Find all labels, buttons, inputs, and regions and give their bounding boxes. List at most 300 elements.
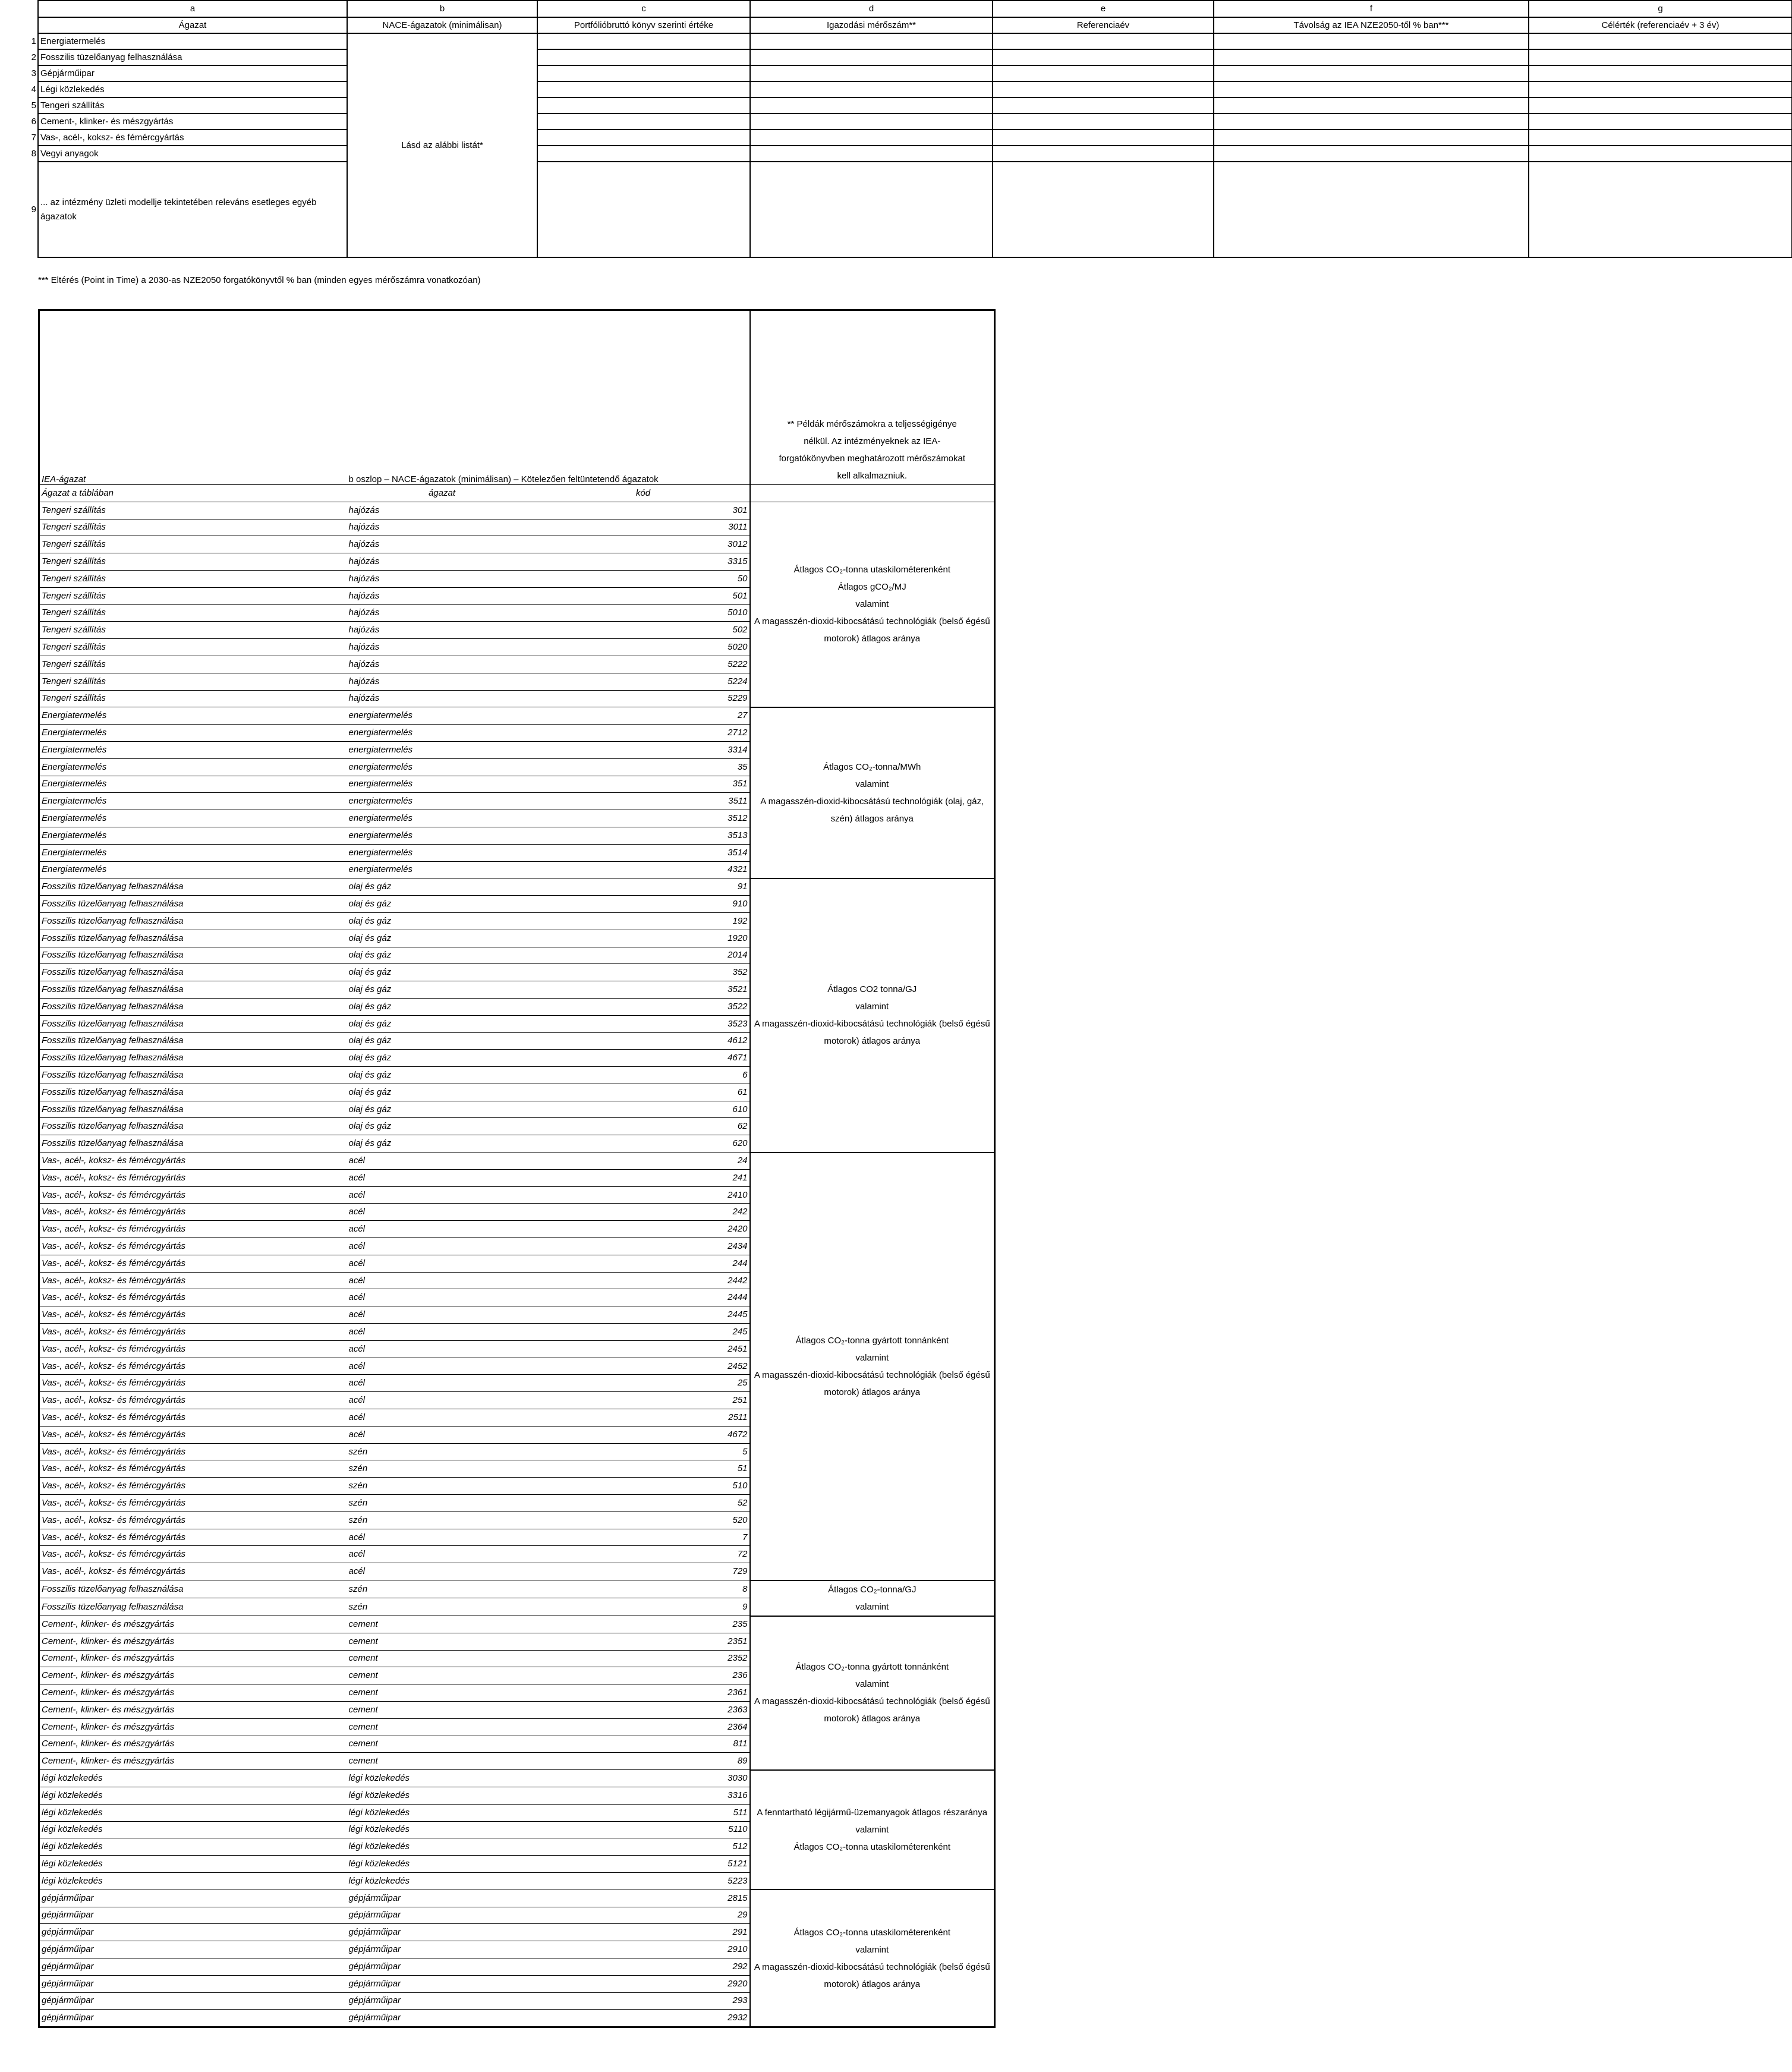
iea-sector-header: IEA-ágazat xyxy=(39,310,347,485)
nace-code: 5229 xyxy=(537,690,750,707)
iea-sector: Tengeri szállítás xyxy=(39,553,347,571)
nace-sector: gépjárműipar xyxy=(347,2010,537,2027)
nace-code: 62 xyxy=(537,1118,750,1135)
metric-note xyxy=(750,1770,995,1890)
iea-sector: Fosszilis tüzelőanyag felhasználása xyxy=(39,1135,347,1152)
empty-cell xyxy=(750,114,993,130)
empty-cell xyxy=(750,65,993,81)
nace-sector: hajózás xyxy=(347,639,537,656)
nace-sector: szén xyxy=(347,1460,537,1478)
empty-cell xyxy=(993,33,1214,49)
iea-sector: Fosszilis tüzelőanyag felhasználása xyxy=(39,1101,347,1118)
nace-code: 3512 xyxy=(537,810,750,827)
nace-code: 293 xyxy=(537,1992,750,2010)
iea-sector: Tengeri szállítás xyxy=(39,622,347,639)
empty-cell xyxy=(750,33,993,49)
empty-cell xyxy=(1529,33,1792,49)
nace-sector: olaj és gáz xyxy=(347,998,537,1015)
sector-row xyxy=(0,97,1792,114)
iea-sector: Fosszilis tüzelőanyag felhasználása xyxy=(39,1598,347,1616)
metric-note-line: A magasszén-dioxid-kibocsátású technológiák (olaj, gáz, szén) átlagos aránya xyxy=(760,796,984,824)
nace-sector: szén xyxy=(347,1478,537,1495)
empty-cell xyxy=(537,33,750,49)
iea-sector: légi közlekedés xyxy=(39,1872,347,1890)
nace-code: 2442 xyxy=(537,1272,750,1289)
nace-sector: szén xyxy=(347,1512,537,1529)
nace-sector: energiatermelés xyxy=(347,793,537,810)
iea-sector: Cement-, klinker- és mészgyártás xyxy=(39,1718,347,1736)
nace-code: 3513 xyxy=(537,827,750,844)
column-letter: f xyxy=(1214,1,1529,17)
nace-sector: acél xyxy=(347,1204,537,1221)
iea-sector: Vas-, acél-, koksz- és fémércgyártás xyxy=(39,1546,347,1563)
subheader-row xyxy=(39,485,995,502)
nace-code: 251 xyxy=(537,1392,750,1409)
empty-cell xyxy=(1214,81,1529,97)
nace-sector: energiatermelés xyxy=(347,758,537,776)
nace-code: 5020 xyxy=(537,639,750,656)
nace-code: 9 xyxy=(537,1598,750,1616)
iea-sector: Vas-, acél-, koksz- és fémércgyártás xyxy=(39,1460,347,1478)
iea-sector: Tengeri szállítás xyxy=(39,519,347,536)
metric-note-line: valamint xyxy=(855,1824,889,1835)
nace-sector: acél xyxy=(347,1289,537,1306)
nace-code: 2452 xyxy=(537,1358,750,1375)
column-header: NACE-ágazatok (minimálisan) xyxy=(347,17,537,33)
iea-sector: Energiatermelés xyxy=(39,827,347,844)
nace-sector: energiatermelés xyxy=(347,707,537,725)
empty-cell xyxy=(537,130,750,146)
iea-sector: Vas-, acél-, koksz- és fémércgyártás xyxy=(39,1306,347,1324)
nace-sector: acél xyxy=(347,1563,537,1580)
metric-note-line: A fenntartható légijármű-üzemanyagok átlagos részaránya xyxy=(757,1807,988,1818)
iea-sector: Energiatermelés xyxy=(39,793,347,810)
nace-code: 7 xyxy=(537,1529,750,1546)
iea-sector: Fosszilis tüzelőanyag felhasználása xyxy=(39,1032,347,1050)
sector-label: Gépjárműipar xyxy=(38,65,347,81)
column-header: Ágazat xyxy=(38,17,347,33)
nace-code: 2712 xyxy=(537,725,750,742)
metric-note-line: valamint xyxy=(855,599,889,610)
nace-code: 2434 xyxy=(537,1238,750,1255)
nace-code: 5223 xyxy=(537,1872,750,1890)
empty-cell xyxy=(537,49,750,65)
corner-cell xyxy=(0,1,38,17)
iea-sector: Vas-, acél-, koksz- és fémércgyártás xyxy=(39,1186,347,1204)
sector-subheader: ágazat xyxy=(347,485,537,502)
iea-sector: gépjárműipar xyxy=(39,1907,347,1924)
nace-sector: gépjárműipar xyxy=(347,1975,537,1992)
iea-sector: Energiatermelés xyxy=(39,861,347,878)
nace-sector: energiatermelés xyxy=(347,844,537,861)
sector-code-row xyxy=(39,1580,995,1598)
column-letter: c xyxy=(537,1,750,17)
nace-code: 72 xyxy=(537,1546,750,1563)
empty-cell xyxy=(993,81,1214,97)
footnote: *** Eltérés (Point in Time) a 2030-as NZE2050 forgatókönyvtől % ban (minden egyes mérőszámra vonatkozóan) xyxy=(38,275,481,285)
iea-sector: Energiatermelés xyxy=(39,707,347,725)
metric-note-line: valamint xyxy=(855,1002,889,1012)
nace-sector: olaj és gáz xyxy=(347,930,537,947)
nace-sector: hajózás xyxy=(347,622,537,639)
nace-sector: légi közlekedés xyxy=(347,1770,537,1787)
nace-code: 2364 xyxy=(537,1718,750,1736)
nace-sector: olaj és gáz xyxy=(347,1118,537,1135)
iea-sector: Fosszilis tüzelőanyag felhasználása xyxy=(39,981,347,999)
nace-sector: cement xyxy=(347,1633,537,1650)
metric-note-line: Átlagos CO₂-tonna utaskilométerenként xyxy=(793,565,950,575)
nace-code: 4321 xyxy=(537,861,750,878)
metric-note-line: Átlagos gCO₂/MJ xyxy=(837,582,906,593)
metric-note xyxy=(750,502,995,707)
nace-code: 2910 xyxy=(537,1941,750,1958)
iea-sector: Cement-, klinker- és mészgyártás xyxy=(39,1736,347,1753)
nace-sector: energiatermelés xyxy=(347,725,537,742)
iea-sector: Fosszilis tüzelőanyag felhasználása xyxy=(39,1580,347,1598)
sector-row xyxy=(0,130,1792,146)
nace-sector: cement xyxy=(347,1667,537,1684)
column-letters-row xyxy=(0,1,1792,17)
empty-cell xyxy=(1214,33,1529,49)
nace-sector: hajózás xyxy=(347,673,537,690)
nace-code: 2351 xyxy=(537,1633,750,1650)
nace-sector: olaj és gáz xyxy=(347,1015,537,1032)
sector-label: Vegyi anyagok xyxy=(38,146,347,162)
nace-sector: acél xyxy=(347,1272,537,1289)
nace-sector: szén xyxy=(347,1598,537,1616)
iea-sector: Tengeri szállítás xyxy=(39,673,347,690)
iea-sector: Fosszilis tüzelőanyag felhasználása xyxy=(39,1050,347,1067)
nace-code: 3521 xyxy=(537,981,750,999)
nace-code: 2444 xyxy=(537,1289,750,1306)
iea-sector: Cement-, klinker- és mészgyártás xyxy=(39,1667,347,1684)
nace-sector: gépjárműipar xyxy=(347,1890,537,1907)
iea-sector: Vas-, acél-, koksz- és fémércgyártás xyxy=(39,1152,347,1170)
nace-sector: acél xyxy=(347,1392,537,1409)
iea-sector: Vas-, acél-, koksz- és fémércgyártás xyxy=(39,1272,347,1289)
nace-code: 192 xyxy=(537,912,750,930)
nace-sector: acél xyxy=(347,1169,537,1186)
nace-code: 910 xyxy=(537,896,750,913)
nace-code: 2511 xyxy=(537,1409,750,1427)
iea-sector: Fosszilis tüzelőanyag felhasználása xyxy=(39,878,347,896)
sector-label: ... az intézmény üzleti modellje tekintetében releváns esetleges egyéb ágazatok xyxy=(38,162,347,257)
nace-sector: cement xyxy=(347,1701,537,1718)
empty-cell xyxy=(750,81,993,97)
nace-sector: gépjárműipar xyxy=(347,1992,537,2010)
nace-sector: acél xyxy=(347,1340,537,1358)
empty-cell xyxy=(537,114,750,130)
nace-code: 301 xyxy=(537,502,750,519)
iea-sector: Energiatermelés xyxy=(39,810,347,827)
iea-sector: Fosszilis tüzelőanyag felhasználása xyxy=(39,1084,347,1101)
nace-sector: hajózás xyxy=(347,502,537,519)
nace-code: 520 xyxy=(537,1512,750,1529)
nace-sector: olaj és gáz xyxy=(347,981,537,999)
nace-code: 6 xyxy=(537,1067,750,1084)
sector-in-table-header: Ágazat a táblában xyxy=(39,485,347,502)
metric-note-line: Átlagos CO₂-tonna utaskilométerenként xyxy=(793,1841,950,1852)
metric-note-line: Átlagos CO₂-tonna gyártott tonnánként xyxy=(795,1662,949,1673)
sector-code-row xyxy=(39,1890,995,1907)
nace-sector: hajózás xyxy=(347,656,537,673)
iea-sector: Tengeri szállítás xyxy=(39,639,347,656)
nace-sector: cement xyxy=(347,1718,537,1736)
nace-code: 61 xyxy=(537,1084,750,1101)
iea-sector: Vas-, acél-, koksz- és fémércgyártás xyxy=(39,1289,347,1306)
nace-code: 292 xyxy=(537,1958,750,1975)
nace-sector: olaj és gáz xyxy=(347,1067,537,1084)
column-headers-row xyxy=(0,17,1792,33)
nace-code: 91 xyxy=(537,878,750,896)
empty-cell xyxy=(750,49,993,65)
nace-code: 610 xyxy=(537,1101,750,1118)
sector-row xyxy=(0,65,1792,81)
sector-label: Cement-, klinker- és mészgyártás xyxy=(38,114,347,130)
code-subheader: kód xyxy=(537,485,750,502)
iea-nace-sector-table xyxy=(38,309,996,2028)
nace-code: 2420 xyxy=(537,1221,750,1238)
iea-sector: Fosszilis tüzelőanyag felhasználása xyxy=(39,1118,347,1135)
iea-sector: Cement-, klinker- és mészgyártás xyxy=(39,1753,347,1770)
column-letter: a xyxy=(38,1,347,17)
iea-sector: Cement-, klinker- és mészgyártás xyxy=(39,1633,347,1650)
nace-code: 235 xyxy=(537,1616,750,1633)
nace-sector: energiatermelés xyxy=(347,776,537,793)
nace-sector: energiatermelés xyxy=(347,741,537,758)
iea-sector: Cement-, klinker- és mészgyártás xyxy=(39,1616,347,1633)
nace-code: 1920 xyxy=(537,930,750,947)
nace-code: 51 xyxy=(537,1460,750,1478)
metric-note-line: valamint xyxy=(855,1944,889,1955)
nace-code: 2445 xyxy=(537,1306,750,1324)
nace-code: 4671 xyxy=(537,1050,750,1067)
sector-row xyxy=(0,146,1792,162)
empty-cell xyxy=(993,130,1214,146)
iea-sector: Energiatermelés xyxy=(39,741,347,758)
empty-cell xyxy=(1529,146,1792,162)
empty-cell xyxy=(993,162,1214,257)
metric-note-line: A magasszén-dioxid-kibocsátású technológiák (belső égésű motorok) átlagos aránya xyxy=(754,1696,990,1724)
nace-code: 2920 xyxy=(537,1975,750,1992)
column-letter: e xyxy=(993,1,1214,17)
metric-note-line: valamint xyxy=(855,779,889,789)
column-letter: g xyxy=(1529,1,1792,17)
metric-note-line: Átlagos CO₂-tonna/GJ xyxy=(828,1584,917,1595)
nace-code: 50 xyxy=(537,570,750,587)
nace-code: 2410 xyxy=(537,1186,750,1204)
nace-code: 241 xyxy=(537,1169,750,1186)
column-header: Távolság az IEA NZE2050-től % ban*** xyxy=(1214,17,1529,33)
iea-sector: Cement-, klinker- és mészgyártás xyxy=(39,1650,347,1667)
nace-code: 2815 xyxy=(537,1890,750,1907)
iea-sector: gépjárműipar xyxy=(39,1975,347,1992)
nace-code: 5121 xyxy=(537,1856,750,1873)
column-header: Igazodási mérőszám** xyxy=(750,17,993,33)
nace-sector: hajózás xyxy=(347,604,537,622)
row-number: 1 xyxy=(0,33,38,49)
nace-sector: cement xyxy=(347,1650,537,1667)
nace-code: 502 xyxy=(537,622,750,639)
empty-note-cell xyxy=(750,485,995,502)
nace-sector: acél xyxy=(347,1306,537,1324)
nace-code: 25 xyxy=(537,1375,750,1392)
nace-sector: légi közlekedés xyxy=(347,1804,537,1821)
iea-sector: Vas-, acél-, koksz- és fémércgyártás xyxy=(39,1375,347,1392)
nace-code: 3514 xyxy=(537,844,750,861)
sector-code-row xyxy=(39,502,995,519)
row-number: 7 xyxy=(0,130,38,146)
empty-cell xyxy=(1529,114,1792,130)
nace-sector: cement xyxy=(347,1684,537,1702)
iea-sector: Energiatermelés xyxy=(39,758,347,776)
nace-header: b oszlop – NACE-ágazatok (minimálisan) – Kötelezően feltüntetendő ágazatok xyxy=(347,310,750,485)
nace-code: 2352 xyxy=(537,1650,750,1667)
iea-sector: Fosszilis tüzelőanyag felhasználása xyxy=(39,1015,347,1032)
sector-row xyxy=(0,114,1792,130)
nace-sector: energiatermelés xyxy=(347,810,537,827)
iea-sector: Fosszilis tüzelőanyag felhasználása xyxy=(39,964,347,981)
nace-sector: légi közlekedés xyxy=(347,1872,537,1890)
nace-code: 5010 xyxy=(537,604,750,622)
sector-code-row xyxy=(39,878,995,896)
empty-cell xyxy=(1214,49,1529,65)
sector-label: Vas-, acél-, koksz- és fémércgyártás xyxy=(38,130,347,146)
nace-code: 291 xyxy=(537,1924,750,1941)
empty-cell xyxy=(537,162,750,257)
nace-sector: gépjárműipar xyxy=(347,1907,537,1924)
nace-code: 3511 xyxy=(537,793,750,810)
iea-sector: Fosszilis tüzelőanyag felhasználása xyxy=(39,930,347,947)
empty-cell xyxy=(750,97,993,114)
metric-note-line: valamint xyxy=(855,1601,889,1612)
nace-code: 2361 xyxy=(537,1684,750,1702)
row-number: 6 xyxy=(0,114,38,130)
nace-code: 3522 xyxy=(537,998,750,1015)
nace-code: 35 xyxy=(537,758,750,776)
iea-sector: Vas-, acél-, koksz- és fémércgyártás xyxy=(39,1409,347,1427)
iea-sector: gépjárműipar xyxy=(39,1890,347,1907)
see-list-cell: Lásd az alábbi listát* xyxy=(347,33,537,257)
nace-sector: olaj és gáz xyxy=(347,1135,537,1152)
metric-note xyxy=(750,707,995,878)
metric-note-line: A magasszén-dioxid-kibocsátású technológiák (belső égésű motorok) átlagos aránya xyxy=(754,1961,990,1989)
iea-sector: Vas-, acél-, koksz- és fémércgyártás xyxy=(39,1221,347,1238)
iea-sector: Fosszilis tüzelőanyag felhasználása xyxy=(39,998,347,1015)
nace-code: 242 xyxy=(537,1204,750,1221)
column-letter: b xyxy=(347,1,537,17)
nace-sector: olaj és gáz xyxy=(347,912,537,930)
metric-note xyxy=(750,878,995,1152)
iea-sector: Vas-, acél-, koksz- és fémércgyártás xyxy=(39,1358,347,1375)
nace-sector: gépjárműipar xyxy=(347,1941,537,1958)
empty-cell xyxy=(1214,162,1529,257)
iea-sector: Vas-, acél-, koksz- és fémércgyártás xyxy=(39,1512,347,1529)
nace-code: 236 xyxy=(537,1667,750,1684)
iea-sector: Tengeri szállítás xyxy=(39,690,347,707)
iea-sector: Tengeri szállítás xyxy=(39,604,347,622)
empty-cell xyxy=(537,97,750,114)
metric-note-line: valamint xyxy=(855,1679,889,1690)
iea-sector: Vas-, acél-, koksz- és fémércgyártás xyxy=(39,1392,347,1409)
empty-cell xyxy=(1529,162,1792,257)
nace-code: 27 xyxy=(537,707,750,725)
empty-cell xyxy=(993,97,1214,114)
nace-sector: olaj és gáz xyxy=(347,1101,537,1118)
sector-label: Energiatermelés xyxy=(38,33,347,49)
nace-code: 3316 xyxy=(537,1787,750,1804)
nace-code: 3030 xyxy=(537,1770,750,1787)
iea-sector: Tengeri szállítás xyxy=(39,587,347,604)
iea-sector: légi közlekedés xyxy=(39,1787,347,1804)
iea-sector: légi közlekedés xyxy=(39,1856,347,1873)
nace-sector: hajózás xyxy=(347,553,537,571)
iea-sector: gépjárműipar xyxy=(39,1958,347,1975)
sector-label: Légi közlekedés xyxy=(38,81,347,97)
row-number: 3 xyxy=(0,65,38,81)
iea-sector: Fosszilis tüzelőanyag felhasználása xyxy=(39,912,347,930)
nace-code: 245 xyxy=(537,1324,750,1341)
empty-cell xyxy=(993,65,1214,81)
alignment-metrics-table xyxy=(0,0,1792,258)
nace-code: 3314 xyxy=(537,741,750,758)
nace-sector: hajózás xyxy=(347,690,537,707)
empty-cell xyxy=(537,81,750,97)
row-number: 4 xyxy=(0,81,38,97)
empty-cell xyxy=(1214,97,1529,114)
nace-code: 244 xyxy=(537,1255,750,1272)
metric-note-line: A magasszén-dioxid-kibocsátású technológiák (belső égésű motorok) átlagos aránya xyxy=(754,1019,990,1047)
iea-sector: Vas-, acél-, koksz- és fémércgyártás xyxy=(39,1324,347,1341)
metric-note xyxy=(750,1580,995,1616)
empty-cell xyxy=(993,114,1214,130)
nace-sector: acél xyxy=(347,1358,537,1375)
nace-code: 8 xyxy=(537,1580,750,1598)
empty-cell xyxy=(1529,130,1792,146)
nace-code: 5110 xyxy=(537,1821,750,1838)
empty-cell xyxy=(1529,49,1792,65)
nace-sector: energiatermelés xyxy=(347,827,537,844)
nace-sector: olaj és gáz xyxy=(347,1084,537,1101)
nace-sector: hajózás xyxy=(347,570,537,587)
nace-code: 510 xyxy=(537,1478,750,1495)
nace-code: 511 xyxy=(537,1804,750,1821)
nace-code: 2932 xyxy=(537,2010,750,2027)
iea-sector: légi közlekedés xyxy=(39,1821,347,1838)
empty-cell xyxy=(1214,130,1529,146)
metric-note-line: A magasszén-dioxid-kibocsátású technológiák (belső égésű motorok) átlagos aránya xyxy=(754,1369,990,1397)
iea-sector: gépjárműipar xyxy=(39,1941,347,1958)
iea-sector: Vas-, acél-, koksz- és fémércgyártás xyxy=(39,1340,347,1358)
nace-code: 3011 xyxy=(537,519,750,536)
nace-sector: olaj és gáz xyxy=(347,964,537,981)
nace-sector: szén xyxy=(347,1495,537,1512)
nace-code: 2451 xyxy=(537,1340,750,1358)
metric-note-line: Átlagos CO2 tonna/GJ xyxy=(827,984,917,995)
empty-cell xyxy=(750,130,993,146)
nace-code: 512 xyxy=(537,1838,750,1856)
iea-sector: gépjárműipar xyxy=(39,2010,347,2027)
iea-sector: Vas-, acél-, koksz- és fémércgyártás xyxy=(39,1255,347,1272)
nace-sector: acél xyxy=(347,1426,537,1443)
sector-label: Tengeri szállítás xyxy=(38,97,347,114)
nace-sector: acél xyxy=(347,1324,537,1341)
nace-code: 501 xyxy=(537,587,750,604)
iea-sector: Fosszilis tüzelőanyag felhasználása xyxy=(39,896,347,913)
nace-sector: légi közlekedés xyxy=(347,1856,537,1873)
empty-cell xyxy=(1529,97,1792,114)
metrics-examples-note: ** Példák mérőszámokra a teljességigénye nélkül. Az intézményeknek az IEA-forgatókönyvben meghatározott mérőszámokat kell alkalmazniuk. xyxy=(750,310,995,485)
